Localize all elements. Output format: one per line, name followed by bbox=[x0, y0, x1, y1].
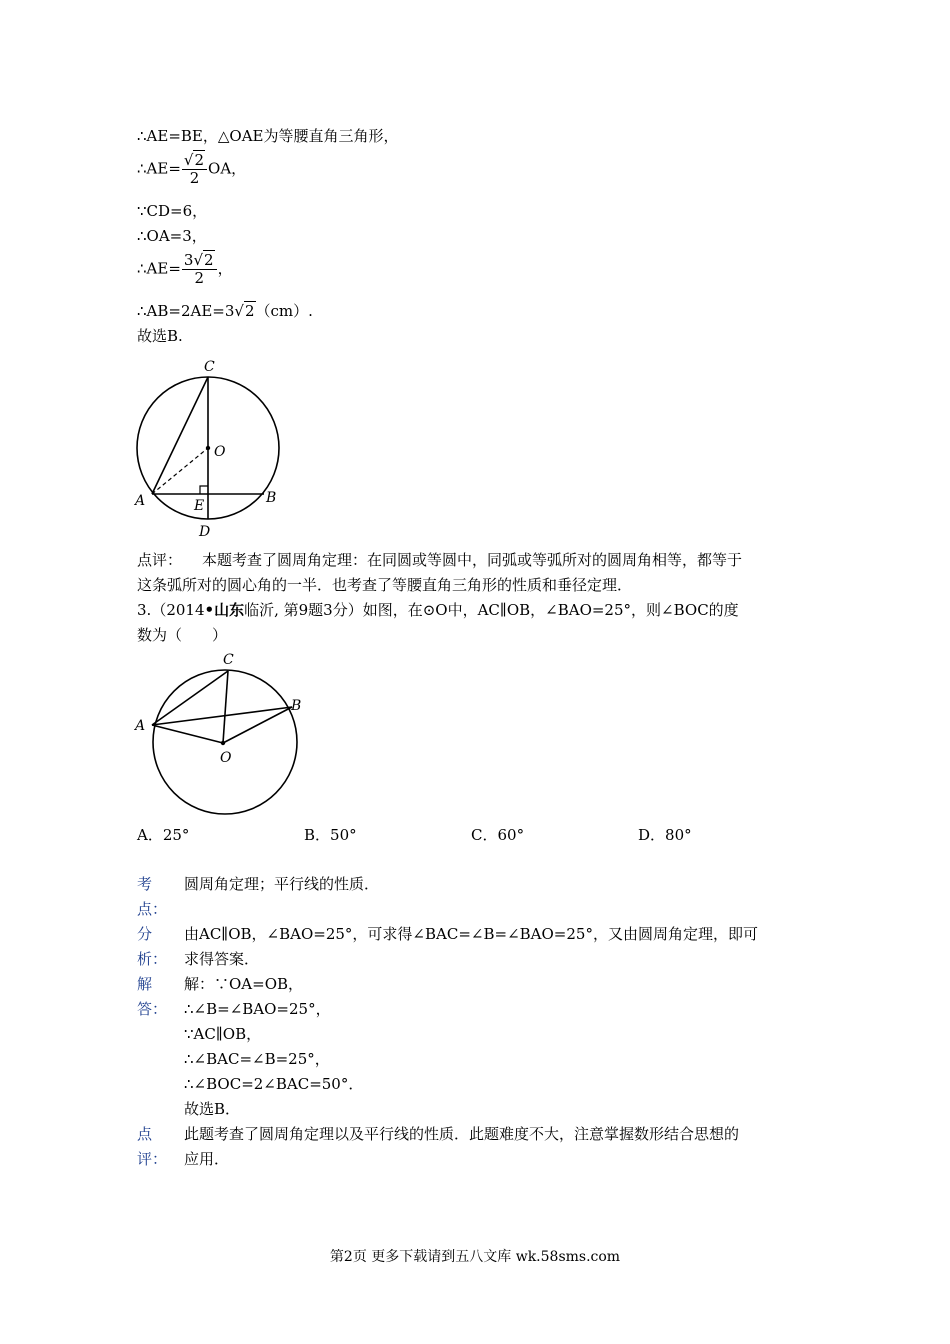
option-c: C．60° bbox=[471, 826, 525, 844]
question3-line-1: 3.（2014•山东临沂, 第9题3分）如图，在⊙O中，AC∥OB，∠BAO=25°，则∠BOC的度 bbox=[137, 601, 739, 619]
figure-circle-parallel bbox=[130, 646, 310, 821]
segment-ao bbox=[152, 725, 223, 743]
proof-line-3: ∵CD=6， bbox=[137, 202, 208, 220]
label-d: D bbox=[199, 524, 211, 540]
label-b: B bbox=[291, 698, 302, 714]
comment1-line-2: 这条弧所对的圆心角的一半．也考查了等腰直角三角形的性质和垂径定理． bbox=[137, 576, 633, 594]
jieda-content bbox=[184, 972, 363, 1122]
center-dot bbox=[221, 741, 225, 745]
jieda-step: ∵AC∥OB， bbox=[184, 1025, 262, 1043]
proof-line-4: ∴OA=3， bbox=[137, 227, 207, 245]
fenxi-content: 由AC∥OB，∠BAO=25°，可求得∠BAC=∠B=∠BAO=25°，又由圆周角定理，即可 求得答案． bbox=[184, 925, 758, 968]
label-c: C bbox=[223, 652, 234, 668]
comment1-line-1: 点评： 本题考查了圆周角定理：在同圆或等圆中，同弧或等弧所对的圆周角相等，都等于 bbox=[137, 551, 743, 569]
segment-oc bbox=[223, 671, 228, 743]
label-e: E bbox=[194, 498, 205, 514]
option-b: B．50° bbox=[304, 826, 357, 844]
label-b: B bbox=[266, 490, 277, 506]
label-o: O bbox=[220, 750, 232, 766]
page-footer: 第2页 更多下载请到五八文库 wk.58sms.com bbox=[329, 1249, 621, 1265]
label-o: O bbox=[214, 444, 226, 460]
jieda-step: ∴∠B=∠BAO=25°， bbox=[184, 1000, 331, 1018]
proof-line-5: ∴AE= $\frac{3√2}{2}$ ， bbox=[137, 251, 233, 287]
segment-ob bbox=[223, 707, 292, 743]
dianping-content: 此题考查了圆周角定理以及平行线的性质．此题难度不大，注意掌握数形结合思想的 应用． bbox=[184, 1125, 740, 1168]
proof-line-2: ∴AE= $\frac{√2}{2}$ OA， bbox=[137, 151, 247, 187]
dianping-label: 点 评： bbox=[137, 1125, 168, 1168]
question3-line-2: 数为（ ） bbox=[137, 626, 228, 644]
jieda-step: 解：∵OA=OB， bbox=[184, 975, 304, 993]
jieda-step: 故选B． bbox=[184, 1100, 241, 1118]
fraction-sqrt2-over-2: $\frac{√2}{2}$ bbox=[182, 152, 207, 187]
proof-line-1: ∴AE=BE，△OAE为等腰直角三角形， bbox=[137, 127, 399, 145]
kaodian-content: 圆周角定理；平行线的性质． bbox=[184, 875, 380, 893]
jieda-label: 解 答： bbox=[137, 975, 168, 1018]
proof-line-7: 故选B. bbox=[137, 327, 183, 345]
kaodian-label: 考 点： bbox=[137, 875, 168, 918]
label-c: C bbox=[204, 359, 215, 375]
fenxi-label: 分 析： bbox=[137, 925, 168, 968]
right-angle-mark bbox=[200, 486, 208, 494]
label-a: A bbox=[135, 493, 146, 509]
jieda-step: ∴∠BOC=2∠BAC=50°． bbox=[184, 1075, 364, 1093]
jieda-step: ∴∠BAC=∠B=25°， bbox=[184, 1050, 330, 1068]
proof-line-6: ∴AB=2AE=3√2（cm）. bbox=[137, 302, 313, 320]
figure-circle-chord bbox=[130, 355, 290, 540]
fraction-3sqrt2-over-2: $\frac{3√2}{2}$ bbox=[182, 252, 217, 287]
center-dot bbox=[206, 446, 210, 450]
option-d: D．80° bbox=[638, 826, 692, 844]
option-a: A．25° bbox=[137, 826, 190, 844]
label-a: A bbox=[135, 718, 146, 734]
